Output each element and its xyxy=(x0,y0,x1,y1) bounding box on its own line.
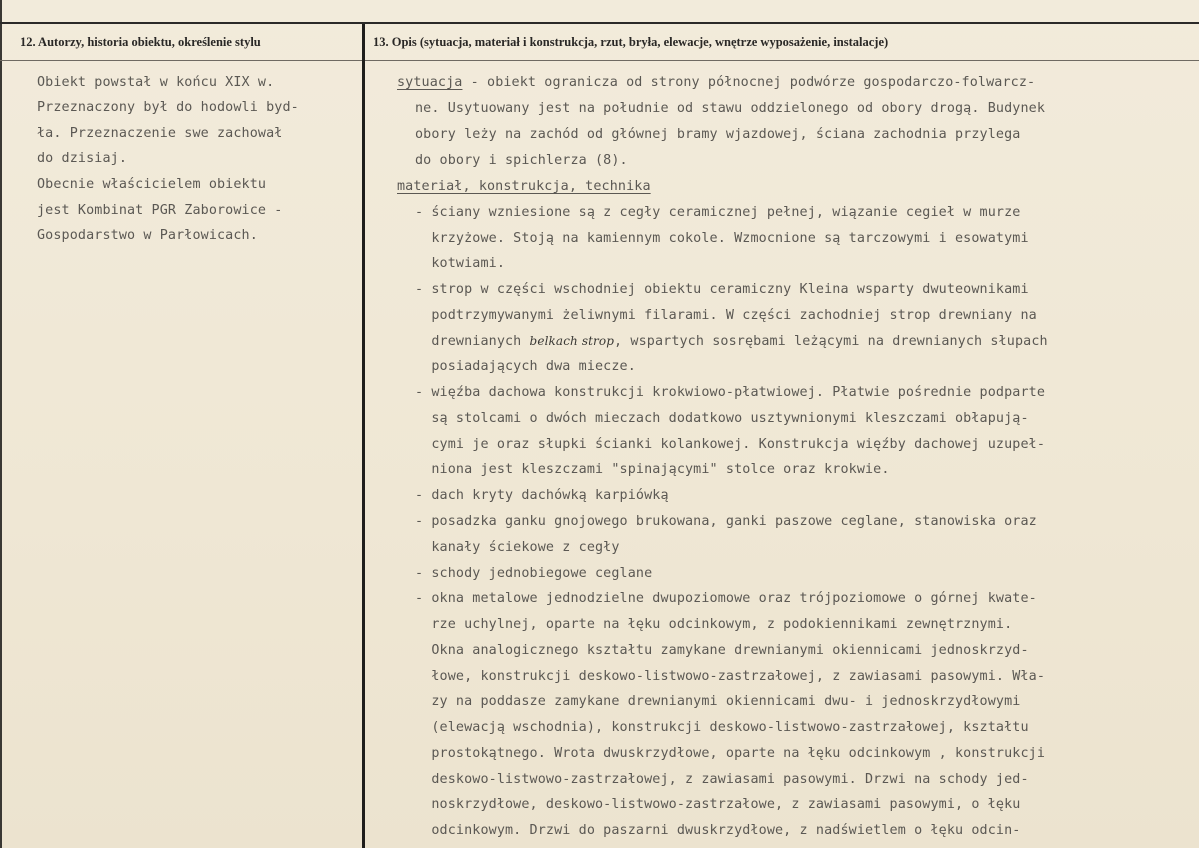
strop-line-end: , wspartych sosrębami leżącymi na drewnianych słupach xyxy=(614,334,1048,349)
left-text-line: Przeznaczony był do hodowli byd- xyxy=(37,100,299,115)
sytuacja-line: ne. Usytuowany jest na południe od stawu oddzielonego od obory drogą. Budynek xyxy=(415,101,1046,116)
section-12-header: 12. Autorzy, historia obiektu, określenie stylu xyxy=(20,35,261,49)
body-line: krzyżowe. Stoją na kamiennym cokole. Wzmocnione są tarczowymi i esowatymi xyxy=(415,231,1029,246)
handwritten-insertion: belkach strop xyxy=(529,334,615,348)
body-line: - ściany wzniesione są z cegły ceramicznej pełnej, wiązanie cegieł w murze xyxy=(415,205,1021,220)
body-line: kotwiami. xyxy=(415,256,506,271)
body-line: cymi je oraz słupki ścianki kolankowej. Konstrukcja więźby dachowej uzupeł- xyxy=(415,437,1046,452)
body-line: niona jest kleszczami "spinającymi" stolce oraz krokwie. xyxy=(415,462,890,477)
strop-line xyxy=(415,334,1048,349)
body-line: posiadających dwa miecze. xyxy=(415,359,636,374)
left-text-line: Obecnie właścicielem obiektu xyxy=(37,177,267,192)
left-text-line: Obiekt powstał w końcu XIX w. xyxy=(37,75,275,90)
left-header-rule xyxy=(0,60,362,61)
body-line: odcinkowym. Drzwi do paszarni dwuskrzydłowe, z nadświetlem o łęku odcin- xyxy=(415,823,1021,838)
right-header-rule xyxy=(365,60,1199,61)
body-line: - posadzka ganku gnojowego brukowana, ganki paszowe ceglane, stanowiska oraz xyxy=(415,514,1037,529)
body-line: są stolcami o dwóch mieczach dodatkowo usztywnionymi kleszczami obłapują- xyxy=(415,411,1029,426)
sytuacja-line: obory leży na zachód od głównej bramy wjazdowej, ściana zachodnia przylega xyxy=(415,127,1021,142)
body-line: deskowo-listwowo-zastrzałowej, z zawiasami pasowymi. Drzwi na schody jed- xyxy=(415,772,1029,787)
top-border-line xyxy=(0,22,1199,24)
body-line: - strop w części wschodniej obiektu ceramiczny Kleina wsparty dwuteownikami xyxy=(415,282,1029,297)
body-line: noskrzydłowe, deskowo-listwowo-zastrzałowe, z zawiasami pasowymi, o łęku xyxy=(415,797,1021,812)
body-line: kanały ściekowe z cegły xyxy=(415,540,620,555)
sytuacja-line xyxy=(397,75,1035,90)
left-text-line: do dzisiaj. xyxy=(37,151,128,166)
left-text-line: Gospodarstwo w Parłowicach. xyxy=(37,228,258,243)
sytuacja-heading: sytuacja xyxy=(397,75,463,90)
body-line: Okna analogicznego kształtu zamykane drewnianymi okiennicami jednoskrzyd- xyxy=(415,643,1029,658)
body-line: rze uchylnej, oparte na łęku odcinkowym, z podokiennikami zewnętrznymi. xyxy=(415,617,1013,632)
body-line: - okna metalowe jednodzielne dwupoziomowe oraz trójpoziomowe o górnej kwate- xyxy=(415,591,1037,606)
material-heading: materiał, konstrukcja, technika xyxy=(397,179,651,194)
body-line: prostokątnego. Wrota dwuskrzydłowe, oparte na łęku odcinkowym , konstrukcji xyxy=(415,746,1046,761)
section-13-header: 13. Opis (sytuacja, materiał i konstrukcja, rzut, bryła, elewacje, wnętrze wyposażenie, instalacje) xyxy=(373,35,889,49)
body-line: (elewacją wschodnia), konstrukcji deskowo-listwowo-zastrzałowej, kształtu xyxy=(415,720,1029,735)
left-text-line: ła. Przeznaczenie swe zachował xyxy=(37,126,283,141)
sytuacja-line: do obory i spichlerza (8). xyxy=(415,153,628,168)
body-line: - więźba dachowa konstrukcji krokwiowo-płatwiowej. Płatwie pośrednie podparte xyxy=(415,385,1046,400)
sytuacja-text: - obiekt ogranicza od strony północnej podwórze gospodarczo-folwarcz- xyxy=(462,75,1036,90)
column-divider xyxy=(362,24,365,848)
body-line: podtrzymywanymi żeliwnymi filarami. W części zachodniej strop drewniany na xyxy=(415,308,1037,323)
left-text-line: jest Kombinat PGR Zaborowice - xyxy=(37,203,283,218)
body-line: łowe, konstrukcji deskowo-listwowo-zastrzałowej, z zawiasami pasowymi. Wła- xyxy=(415,669,1046,684)
body-line: - schody jednobiegowe ceglane xyxy=(415,566,653,581)
strop-line-start: drewnianych xyxy=(415,334,530,349)
body-line: zy na poddasze zamykane drewnianymi okiennicami dwu- i jednoskrzydłowymi xyxy=(415,694,1021,709)
page-left-edge xyxy=(0,0,2,848)
body-line: - dach kryty dachówką karpiówką xyxy=(415,488,669,503)
